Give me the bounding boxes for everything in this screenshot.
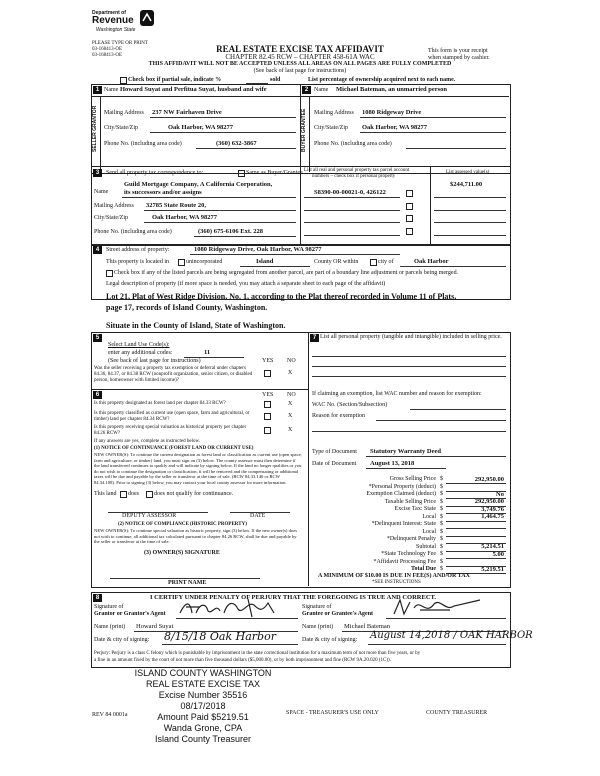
tax-row-currency: $: [440, 558, 443, 565]
buyer-side-label: BUYER GRANTEE: [301, 108, 307, 152]
logo-line-1: Department of: [92, 10, 126, 16]
tax-row-label: Taxable Selling Price: [384, 498, 436, 505]
tax-row-currency: $: [440, 491, 443, 497]
legal-description-line-3: Situate in the County of Island, State of Washington.: [106, 321, 286, 330]
tax-row-value: 5,214.51: [481, 543, 504, 550]
grantor-signature-label-2: Grantor or Grantor's Agent: [94, 611, 166, 617]
tax-row-currency: $: [440, 506, 443, 512]
form-subtitle: CHAPTER 82.45 RCW – CHAPTER 458-61A WAC: [225, 53, 375, 61]
legal-description-line-1: Lot 21, Plat of West Ridge Division, No. 1, according to the Plat thereof recorded in Volume 11 of Plats,: [106, 292, 457, 301]
yes-header-2: YES: [262, 392, 274, 398]
certify-statement: I CERTIFY UNDER PENALTY OF PERJURY THAT THE FOREGOING IS TRUE AND CORRECT.: [150, 594, 437, 601]
correspondence-mailing-label: Mailing Address: [94, 203, 134, 209]
tax-row-label: Exemption Claimed (deduct): [366, 491, 436, 497]
correspondence-name-1: Guild Mortgage Company, A California Corporation,: [124, 181, 273, 188]
personal-property-checkbox-4[interactable]: [406, 228, 413, 235]
stamp-line-1: ISLAND COUNTY WASHINGTON: [134, 668, 272, 678]
tax-row-value: 5.00: [492, 550, 504, 558]
tax-row-currency: $: [440, 536, 443, 542]
parcel-header-1: List all real and personal property tax parcel account: [304, 168, 410, 173]
form-id-1: 03-168413-OE: [92, 47, 122, 52]
tax-row-value: No: [496, 490, 504, 498]
land-use-see-back: (See back of last page for instructions): [108, 358, 201, 364]
forest-no-mark: X: [288, 401, 293, 407]
legal-description-line-2: page 17, records of Island County, Washington.: [106, 303, 268, 312]
buyer-phone-label: Phone No. (including area code): [314, 141, 392, 147]
tax-row-label: *Personal Property (deduct): [368, 483, 436, 490]
deputy-assessor-label: DEPUTY ASSESSOR: [122, 513, 177, 519]
tax-row-underline: [446, 521, 506, 522]
seller-mailing-address: 237 NW Fairhaven Drive: [152, 109, 222, 116]
excise-tax-stamp: [128, 668, 278, 745]
correspondence-label: Send all property tax correspondence to:: [106, 170, 204, 176]
receipt-note-2: when stamped by cashier.: [428, 55, 490, 61]
grantor-signature-label-1: Signature of: [94, 604, 124, 610]
exempt-yes-checkbox[interactable]: [264, 370, 271, 377]
section-number-7: 7: [310, 334, 319, 342]
no-header-1: NO: [287, 358, 296, 364]
no-header-2: NO: [287, 392, 296, 398]
same-as-buyer-label: Same as Buyer/Grantee: [246, 170, 303, 176]
form-id-2: 03-168413-OE: [92, 53, 122, 58]
buyer-mailing-label: Mailing Address: [314, 110, 354, 116]
department-of-revenue-logo: [92, 10, 158, 40]
grantee-signature: [390, 596, 490, 618]
grantee-name-label: Name (print): [302, 624, 334, 630]
notice-compliance-title: (2) NOTICE OF COMPLIANCE (HISTORIC PROPERTY): [118, 522, 247, 527]
correspondence-city-label: City/State/Zip: [94, 215, 128, 221]
seller-mailing-label: Mailing Address: [104, 110, 144, 116]
notice-continuance-title: (1) NOTICE OF CONTINUANCE (FOREST LAND OR CURRENT USE): [94, 446, 254, 451]
seller-phone: (360) 632-3867: [216, 140, 257, 147]
parcel-header-2: numbers – check box if personal property: [312, 174, 396, 179]
seller-name-label: Name: [104, 87, 119, 93]
section-number-5: 5: [93, 334, 102, 342]
grantor-name-label: Name (print): [94, 624, 126, 630]
tax-row-label: Local: [422, 528, 436, 535]
tax-row-currency: $: [440, 521, 443, 527]
logo-line-2: Revenue: [92, 15, 134, 26]
stamp-line-4: 08/17/2018: [180, 701, 226, 711]
logo-mark-icon: [140, 10, 154, 26]
property-street-address: 1080 Ridgeway Drive, Oak Harbor, WA 98277: [194, 246, 322, 253]
tax-row-label: *Affidavit Processing Fee: [373, 558, 436, 565]
forest-yes-checkbox[interactable]: [264, 401, 271, 408]
buyer-name: Michael Bateman, an unmarried person: [336, 86, 448, 93]
current-use-question: Is this property classified as current use (open space, farm and agricultural, or timber) land per chapter 84.34 RCW?: [94, 411, 250, 422]
perjury-notice-2: a fine in an amount fixed by the court of not more than five thousand dollars ($5,000.00), or by both imprisonment and fine (RCW 9A.20.020 (1C)).: [94, 658, 391, 663]
historic-question: Is this property receiving special valuation as historical property per chapter 84.26 RCW?: [94, 425, 247, 436]
tax-row-label: Local: [422, 513, 436, 520]
does-label: does: [128, 491, 139, 497]
tax-row-currency: $: [440, 483, 443, 490]
exemption-intro: If claiming an exemption, list WAC number and reason for exemption:: [312, 391, 482, 397]
same-as-buyer-checkbox[interactable]: [238, 170, 245, 177]
section-number-1: 1: [93, 86, 102, 94]
tax-row-currency: $: [440, 476, 443, 482]
assessed-value: $244,711.00: [450, 181, 483, 188]
personal-property-checkbox-3[interactable]: [406, 215, 413, 222]
county-within-label: County OR within: [314, 259, 359, 265]
tax-row-currency: $: [440, 543, 443, 550]
section-number-2: 2: [302, 86, 311, 94]
tax-row-label: *State Technology Fee: [381, 551, 436, 557]
parcel-number: S8390-00-00021-0, 426122: [314, 189, 386, 196]
seller-name: Howard Suyat and Perfitua Suyat, husband and wife: [120, 86, 267, 93]
document-type: Statutory Warranty Deed: [370, 448, 442, 455]
partial-sale-sold: sold: [270, 77, 281, 83]
property-county: Island: [256, 258, 274, 265]
seller-city: Oak Harbor, WA 98277: [168, 124, 234, 131]
tax-row-value: 292,950.00: [474, 475, 504, 483]
notice-continuance-text: NEW OWNER(S): To continue the current designation as forest land or classification as current use (open space, farm and agriculture, or timber) land, you must sign on (3) below. The county assessor must then determine if the land transferred continues to qualify and will indicate by signing below. If the land no longer qualifies or you do not wish to continue the designation or classification, it will be removed and the compensating or additional taxes will be due and payable by the seller or transferor at the time of sale. (RCW 84.33.140 or RCW 84.34.108). Prior to signing (3) below, you may contact your local county assessor for more information.: [94, 452, 302, 485]
grantee-signature-label-1: Signature of: [302, 604, 332, 610]
partial-sale-label: Check box if partial sale, indicate %: [128, 77, 222, 83]
form-title: REAL ESTATE EXCISE TAX AFFIDAVIT: [216, 44, 384, 54]
seller-city-label: City/State/Zip: [104, 125, 138, 131]
notice-compliance-text: NEW OWNER(S): To continue special valuation as historic property, sign (3) below. If the new owner(s) does not wish to continue, all additional tax calculated pursuant to chapter 84.26 RCW, shall be due and payable by the seller or transferor at the time of sale.: [94, 528, 298, 545]
date-label: DATE: [250, 513, 266, 519]
historic-yes-checkbox[interactable]: [264, 427, 271, 434]
this-land-label: This land: [94, 491, 117, 497]
minimum-due-note: A MINIMUM OF $10.00 IS DUE IN FEE(S) AND/OR TAX: [318, 573, 470, 579]
correspondence-mailing: 32785 State Route 20,: [146, 202, 206, 209]
correspondence-name-2: its successors and/or assigns: [124, 189, 202, 196]
tax-row-value: 3,749.76: [481, 505, 504, 513]
exemption-question: Was the seller receiving a property tax exemption or deferral under chapters 84.36, 84.37, or 84.38 RCW (nonprofit organization, senior citizen, or disabled person, homeowner with limited income)?: [94, 366, 253, 383]
tax-row-underline: [446, 536, 506, 537]
logo-line-3: Washington State: [96, 27, 136, 33]
assessed-header: List assessed value(s): [446, 170, 490, 175]
section-number-8: 8: [93, 594, 102, 602]
personal-property-label: List all personal property (tangible and intangible) included in selling price.: [320, 334, 502, 340]
historic-no-mark: X: [288, 427, 293, 433]
tax-row-value: 292,950.00: [474, 498, 504, 505]
grantee-signature-label-2: Grantee or Grantee's Agent: [302, 611, 374, 617]
correspondence-phone: (360) 675-6106 Ext. 228: [198, 228, 263, 235]
tax-row-value: 5,219.51: [481, 565, 504, 573]
stamp-line-7: Island County Treasurer: [154, 734, 252, 744]
document-date: August 13, 2018: [370, 460, 415, 467]
section-number-6: 6: [93, 391, 102, 399]
perjury-notice-1: Perjury: Perjury is a class C felony which is punishable by imprisonment in the state correctional institution for a maximum term of not more than five years, or by: [94, 651, 421, 656]
stamp-line-5: Amount Paid $5219.51: [157, 712, 249, 722]
seller-side-label: SELLER GRANTOR: [92, 105, 98, 152]
see-back-instructions: (See back of last page for instructions): [253, 68, 347, 74]
section-number-4: 4: [93, 246, 102, 254]
ownership-percentage-note: List percentage of ownership acquired next to each name.: [308, 77, 456, 83]
type-or-print: PLEASE TYPE OR PRINT: [92, 41, 148, 46]
print-name-label: PRINT NAME: [168, 580, 207, 586]
tax-row-underline: [446, 483, 506, 484]
stamp-line-6: Wanda Grone, CPA: [163, 723, 243, 733]
city-of-label: city of: [378, 259, 394, 265]
land-use-label: Select Land Use Code(s):: [108, 342, 170, 348]
yes-header-1: YES: [262, 358, 274, 364]
street-address-label: Street address of property:: [106, 247, 170, 253]
owner-signature-label: (3) OWNER(S) SIGNATURE: [144, 550, 220, 556]
unincorporated-label: unincorporated: [186, 259, 223, 265]
tax-row-currency: $: [440, 566, 443, 572]
grantee-date-label: Date & city of signing:: [302, 637, 358, 643]
does-checkbox[interactable]: [120, 491, 127, 498]
segregated-label: Check box if any of the listed parcels are being segregated from another parcel, are part of a boundary line adjustment or parcels being merged.: [114, 270, 459, 276]
tax-row-value: 1,464.75: [481, 513, 504, 520]
buyer-mailing-address: 1080 Ridgeway Drive: [362, 109, 422, 116]
tax-row-label: Subtotal: [415, 543, 436, 550]
stamp-line-3: Excise Number 35516: [158, 690, 248, 700]
stamp-line-2: REAL ESTATE EXCISE TAX: [145, 679, 261, 689]
land-use-code: 11: [204, 349, 211, 356]
exemption-reason-label: Reason for exemption: [312, 413, 365, 419]
tax-row-label: *Delinquent Interest: State: [371, 521, 436, 527]
personal-property-checkbox-2[interactable]: [406, 203, 413, 210]
wac-number-label: WAC No. (Section/Subsection): [312, 402, 388, 408]
current-use-yes-checkbox[interactable]: [264, 413, 271, 420]
county-treasurer-label: COUNTY TREASURER: [426, 710, 488, 716]
tax-row-label: Excise Tax: State: [394, 506, 436, 512]
partial-sale-checkbox[interactable]: [120, 77, 127, 84]
treasurer-use-only: SPACE - TREASURER'S USE ONLY: [286, 710, 379, 716]
buyer-name-label: Name: [314, 87, 329, 93]
tax-row-currency: $: [440, 551, 443, 557]
legal-description-label: Legal description of property (if more space is needed, you may attach a separate sheet to each page of the affidavit): [106, 281, 386, 287]
tax-row-label: Total Due: [411, 566, 436, 572]
correspondence-city: Oak Harbor, WA 98277: [152, 214, 218, 221]
unincorporated-checkbox[interactable]: [178, 259, 185, 266]
located-in-label: This property is located in: [106, 259, 169, 265]
document-date-label: Date of Document: [312, 461, 357, 467]
personal-property-checkbox-1[interactable]: [406, 190, 413, 197]
tax-row-label: *Delinquent Penalty: [386, 536, 436, 542]
document-type-label: Type of Document: [312, 449, 357, 455]
correspondence-name-label: Name: [94, 189, 109, 195]
form-warning: THIS AFFIDAVIT WILL NOT BE ACCEPTED UNLESS ALL AREAS ON ALL PAGES ARE FULLY COMPLETED: [148, 61, 452, 67]
within-city-checkbox[interactable]: [370, 259, 377, 266]
tax-row-currency: $: [440, 498, 443, 505]
grantor-date-city: 8/15/18 Oak Harbor: [164, 630, 276, 643]
seller-phone-label: Phone No. (including area code): [104, 141, 182, 147]
additional-codes-label: enter any additional codes:: [108, 350, 173, 356]
tax-row-underline: [446, 558, 506, 559]
see-instructions-note: *SEE INSTRUCTIONS: [372, 580, 421, 585]
section-number-3: 3: [93, 169, 102, 177]
exempt-no-mark: X: [288, 370, 293, 376]
tax-row-currency: $: [440, 528, 443, 535]
tax-row-underline: [446, 528, 506, 529]
segregated-checkbox[interactable]: [106, 270, 113, 277]
property-city: Oak Harbor: [414, 258, 449, 265]
tax-row-label: Gross Selling Price: [389, 476, 436, 482]
tax-row-currency: $: [440, 513, 443, 520]
receipt-note-1: This form is your receipt: [428, 48, 488, 54]
buyer-city: Oak Harbor, WA 98277: [362, 124, 428, 131]
correspondence-phone-label: Phone No. (including area code): [94, 229, 172, 235]
does-not-checkbox[interactable]: [146, 491, 153, 498]
grantee-printed-name: Michael Bateman: [344, 623, 391, 630]
revision-number: REV 84 0001a: [92, 712, 128, 718]
current-use-no-mark: X: [288, 413, 293, 419]
forest-land-question: Is this property designated as forest land per chapter 84.33 RCW?: [94, 401, 226, 406]
grantor-signature: [178, 597, 288, 619]
grantee-date-city: August 14,2018 / OAK HARBOR: [370, 630, 533, 641]
grantor-printed-name: Howard Suyat: [136, 623, 174, 630]
buyer-city-label: City/State/Zip: [314, 125, 348, 131]
does-not-label: does not qualify for continuance.: [154, 491, 234, 497]
grantor-date-label: Date & city of signing:: [94, 637, 150, 643]
if-yes-note: If any answers are yes, complete as instructed below.: [94, 439, 201, 444]
